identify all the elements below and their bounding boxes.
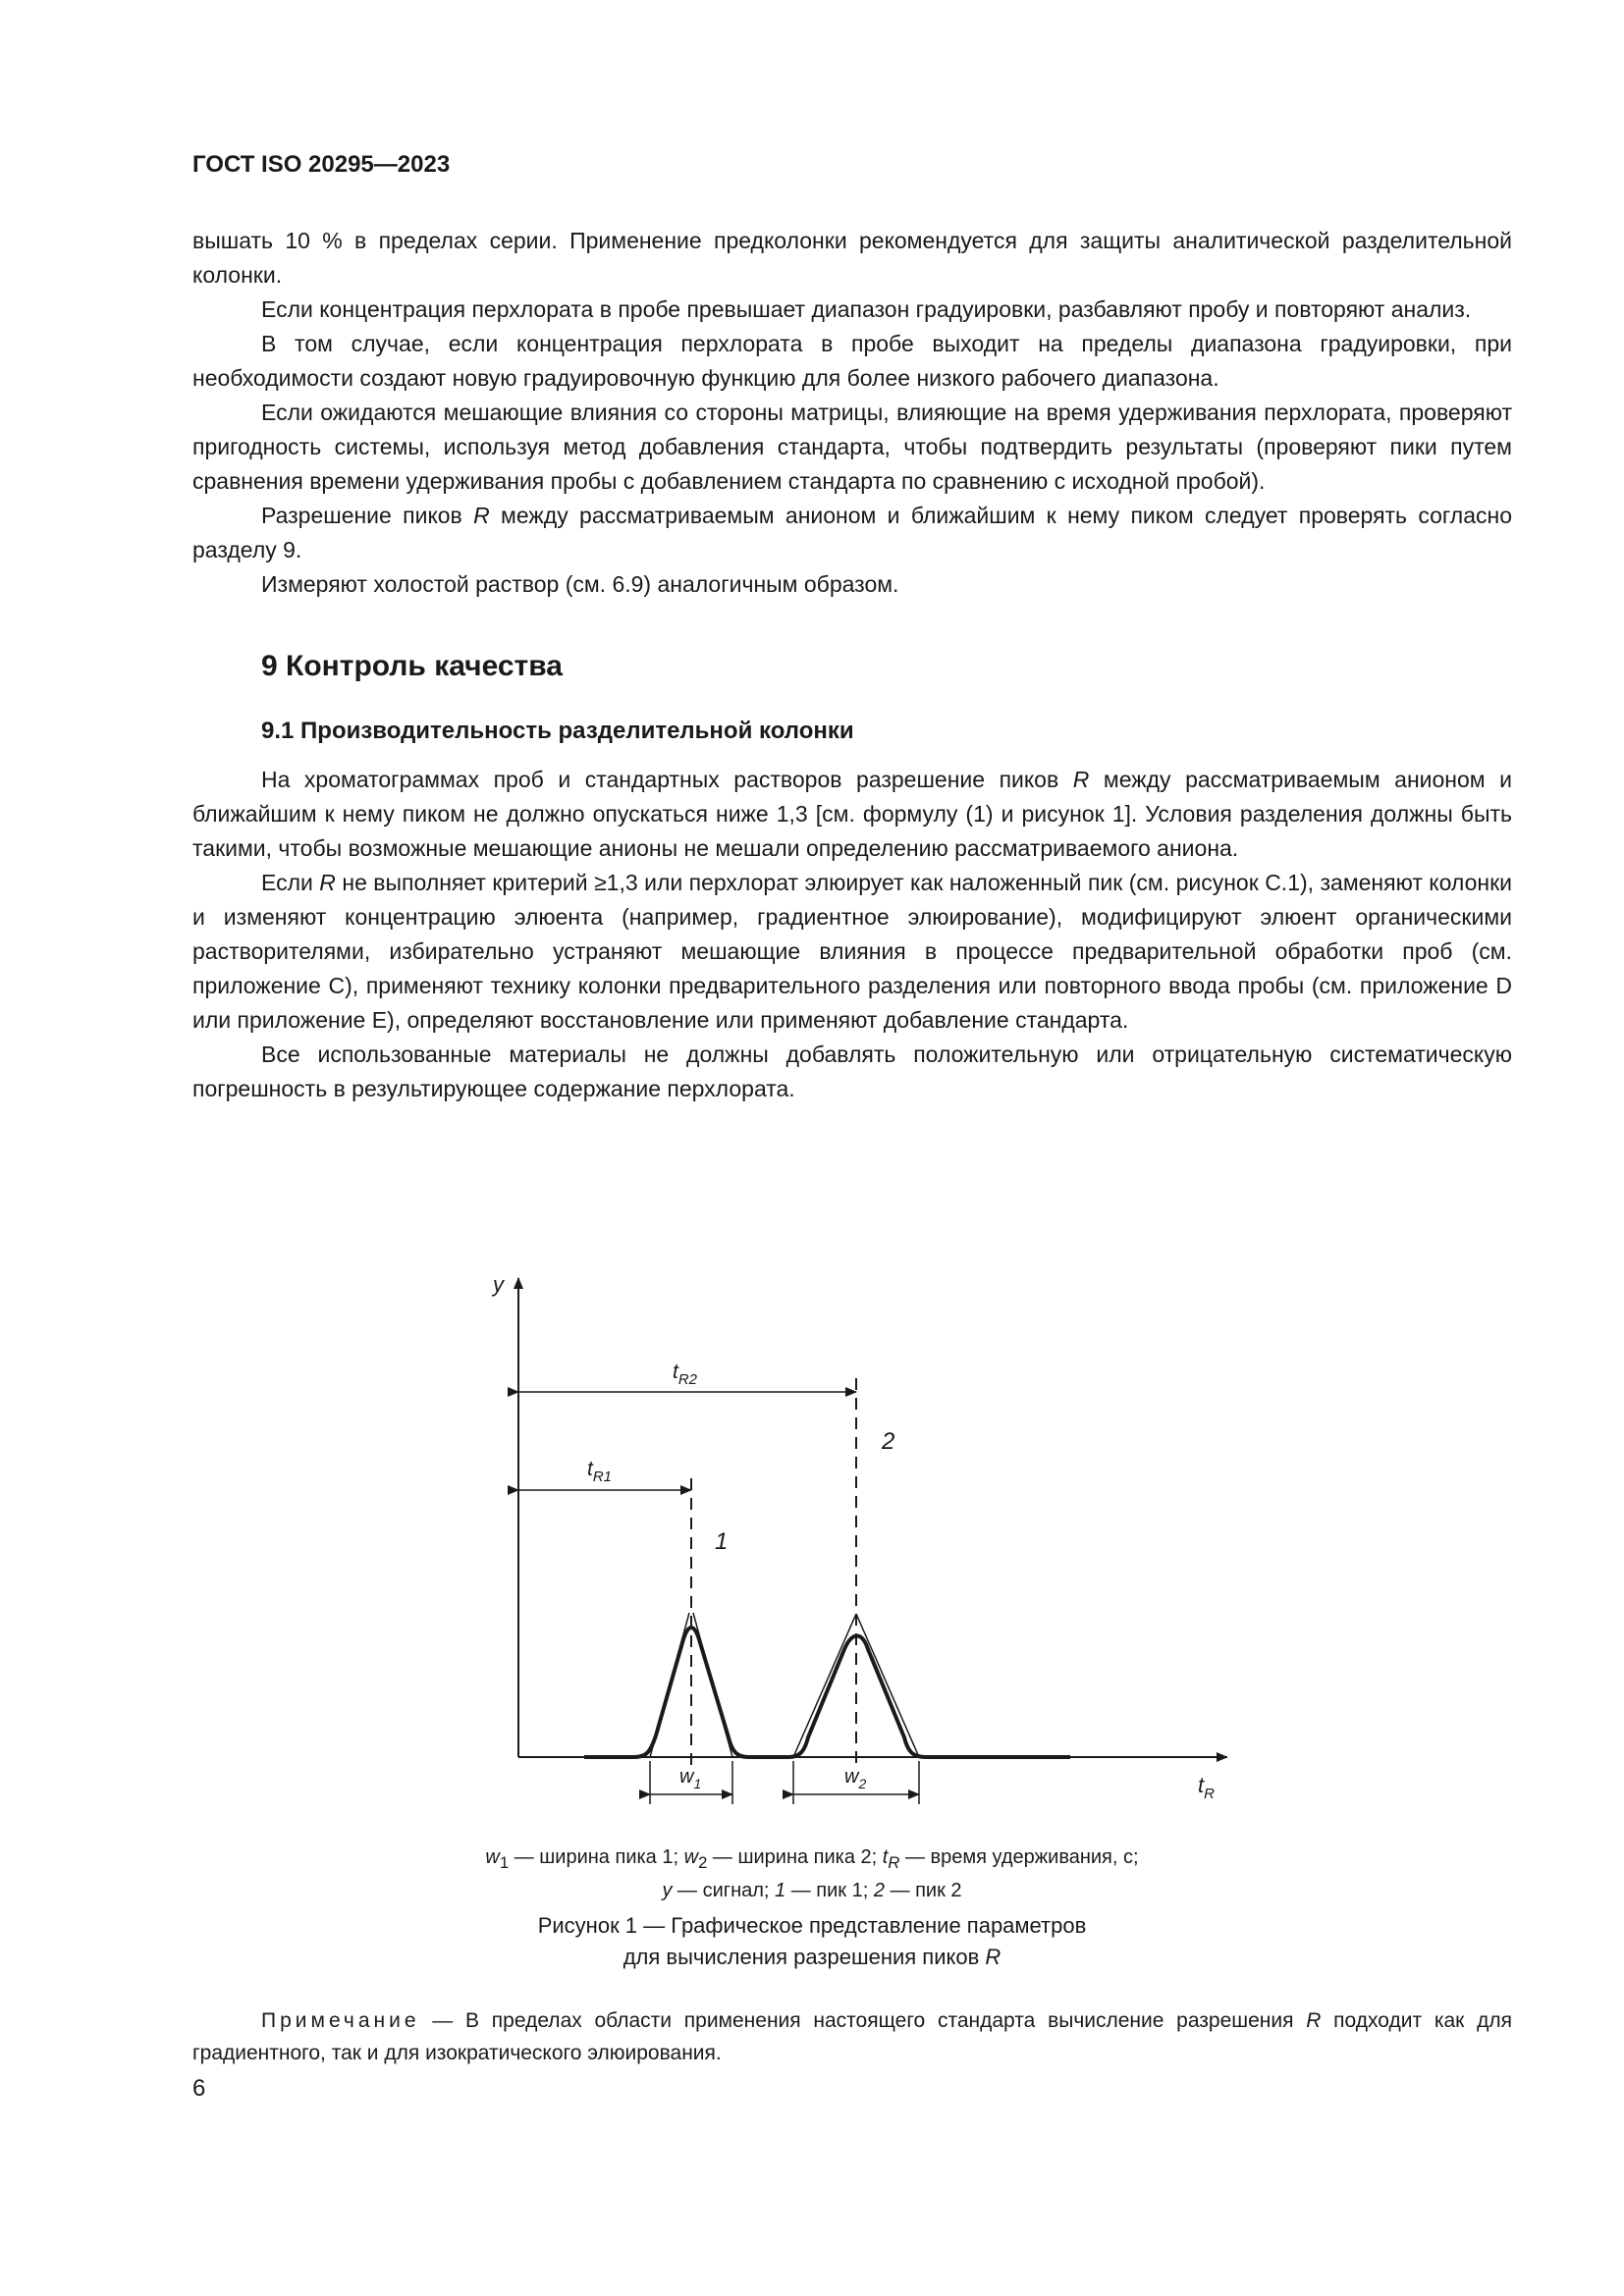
w1-label: $w_1$: [679, 1766, 702, 1791]
note-label: Примечание: [261, 2009, 420, 2032]
tr1-label: $t_{R1}$: [587, 1458, 613, 1485]
text-segment: Разрешение пиков: [261, 503, 474, 528]
variable-r: R: [985, 1945, 1001, 1969]
document-header: ГОСТ ISO 20295—2023: [192, 151, 451, 178]
w2-label: $w_2$: [844, 1766, 867, 1791]
paragraph: [192, 866, 1512, 1038]
paragraph: В том случае, если концентрация перхлората в пробе выходит на пределы диапазона градуировки, при необходимости создают новую градуировочную функцию для более низкого рабочего диапазона.: [192, 331, 1512, 391]
tr2-label: $t_{R2}$: [673, 1361, 698, 1388]
paragraph-resolution: [192, 499, 1512, 567]
peak-1-curve: [584, 1628, 1070, 1757]
text-segment: На хроматограммах проб и стандартных растворов разрешение пиков: [261, 767, 1073, 792]
body-text: [192, 224, 1512, 1106]
peak-2-label: 2: [882, 1428, 895, 1455]
variable-r: R: [319, 870, 336, 895]
paragraph: Все использованные материалы не должны добавлять положительную или отрицательную систематическую погрешность в результирующее содержание перхлората.: [192, 1041, 1512, 1101]
text-segment: между рассматриваемым анионом и ближайшим к нему пиком следует проверять согласно разделу 9.: [192, 503, 1513, 562]
paragraph: Измеряют холостой раствор (см. 6.9) аналогичным образом.: [261, 571, 899, 597]
caption-line-1: Рисунок 1 — Графическое представление параметров: [537, 1913, 1087, 1938]
peak-1-label: 1: [715, 1528, 729, 1555]
paragraph: Если ожидаются мешающие влияния со стороны матрицы, влияющие на время удерживания перхлората, проверяют пригодность системы, используя метод добавления стандарта, чтобы подтвердить результаты (проверяют пики путем сравнения времени удерживания пробы с добавлением стандарта по сравнению с исходной пробой).: [192, 400, 1512, 494]
paragraph: вышать 10 % в пределах серии. Применение предколонки рекомендуется для защиты аналитической разделительной колонки.: [192, 228, 1512, 288]
section-title: 9 Контроль качества: [261, 650, 563, 682]
text-segment: не выполняет критерий ≥1,3 или перхлорат элюирует как наложенный пик (см. рисунок С.1), заменяют колонки и изменяют концентрацию элюента (например, градиентное элюирование), модифицируют элюент органическими растворителями, избирательно устраняют мешающие влияния в процессе предварительной обработки проб (см. приложение С), применяют технику колонки предварительного разделения или повторного ввода пробы (см. приложение D или приложение E), определяют восстановление или применяют добавление стандарта.: [192, 870, 1512, 1033]
figure-caption: [0, 1910, 1624, 1973]
variable-r: R: [473, 503, 490, 528]
paragraph: [192, 763, 1512, 866]
figure-legend: $w_1$ — ширина пика 1; $w_2$ — ширина пика 2; $t_R$ — время удерживания, с; y — сигнал; 1 — пик 1; 2 — пик 2: [485, 1846, 1139, 1901]
caption-line-2: для вычисления разрешения пиков: [623, 1945, 986, 1969]
variable-r: R: [1072, 767, 1090, 792]
text-segment: Если: [261, 870, 320, 895]
paragraph: Если концентрация перхлората в пробе превышает диапазон градуировки, разбавляют пробу и повторяют анализ.: [261, 296, 1472, 322]
peak-1-tangent: [650, 1613, 689, 1757]
text-segment: между рассматриваемым анионом и ближайшим к нему пиком не должно опускаться ниже 1,3 [см. формулу (1) и рисунок 1]. Условия разделения должны быть такими, чтобы возможные мешающие анионы не мешали определению рассматриваемого аниона.: [192, 767, 1512, 861]
peak-1-tangent: [693, 1613, 732, 1757]
page-number: 6: [192, 2075, 206, 2102]
subsection-title: 9.1 Производительность разделительной колонки: [261, 718, 854, 744]
x-axis-label: $t_R$: [1198, 1773, 1215, 1802]
note: Примечание — В пределах области применения настоящего стандарта вычисление разрешения R подходит как для градиентного, так и для изократического элюирования.: [192, 2009, 1512, 2064]
y-axis-label: y: [493, 1272, 504, 1297]
chromatogram-figure: [461, 1264, 1227, 1814]
peak-2-tangent: [856, 1614, 919, 1757]
peak-2-tangent: [793, 1614, 856, 1757]
